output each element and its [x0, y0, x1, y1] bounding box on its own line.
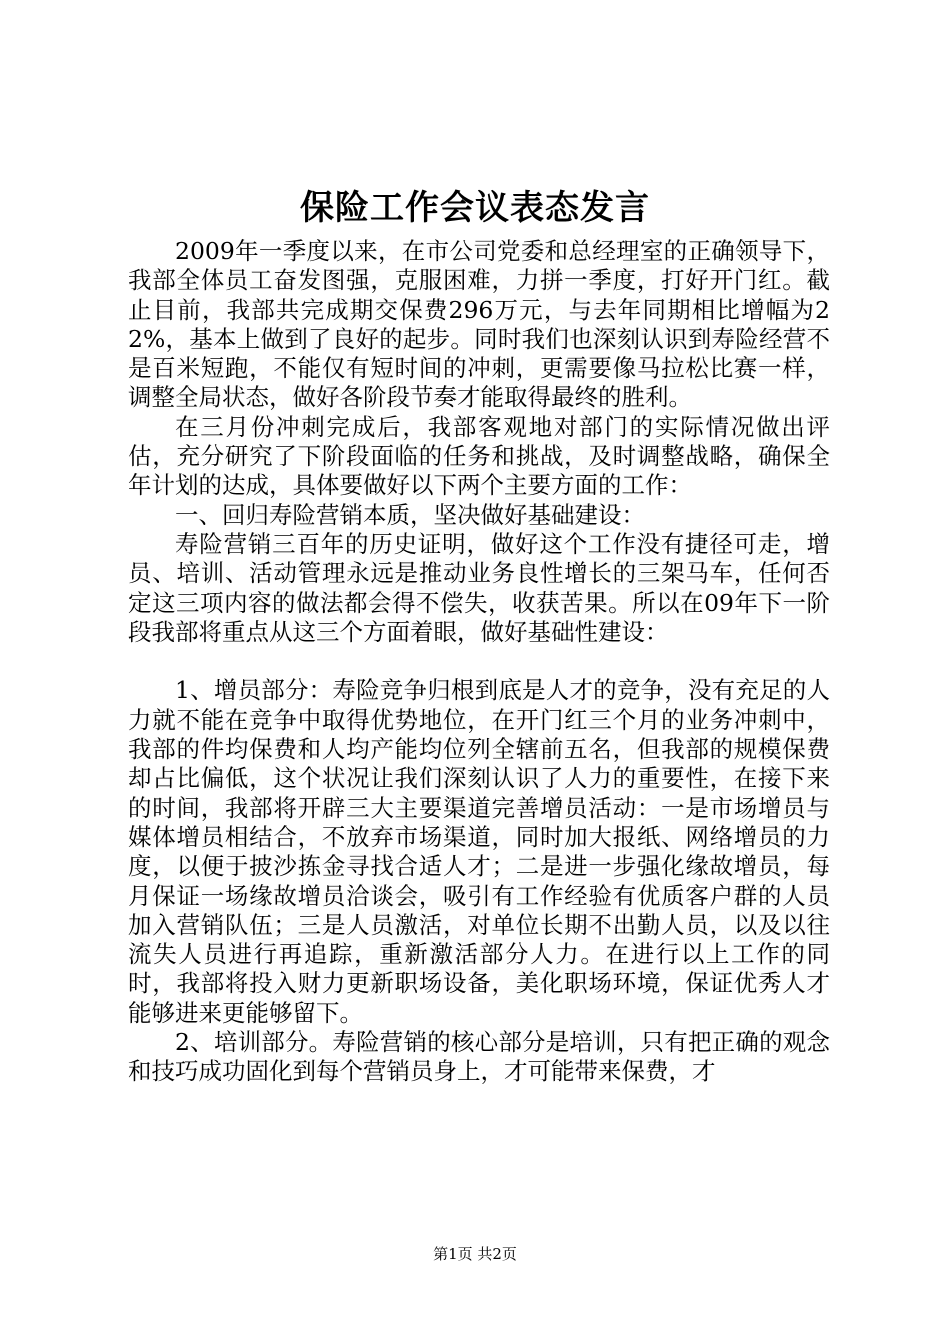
document-title: 保险工作会议表态发言 — [300, 188, 650, 228]
page-footer: 第1页 共2页 — [433, 1245, 517, 1263]
section-heading: 一、回归寿险营销本质，坚决做好基础建设： — [175, 500, 645, 529]
paragraph: 2009年一季度以来，在市公司党委和总经理室的正确领导下，我部全体员工奋发图强，克服困难，力拼一季度，打好开门红。截止目前，我部共完成期交保费296万元，与去年同期相比增幅为22%，基本上做到了良好的起步。同时我们也深刻认识到寿险经营不是百米短跑，不能仅有短时间的冲刺，更需要像马拉松比赛一样，调整全局状态，做好各阶段节奏才能取得最终的胜利。 — [128, 237, 830, 412]
document-body — [128, 237, 830, 1087]
paragraph: 寿险营销三百年的历史证明，做好这个工作没有捷径可走，增员、培训、活动管理永远是推动业务良性增长的三架马车，任何否定这三项内容的做法都会得不偿失，收获苦果。所以在09年下一阶段我部将重点从这三个方面着眼，做好基础性建设： — [128, 529, 830, 646]
paragraph: 2、培训部分。寿险营销的核心部分是培训，只有把正确的观念和技巧成功固化到每个营销员身上，才可能带来保费，才 — [128, 1028, 830, 1086]
paragraph: 在三月份冲刺完成后，我部客观地对部门的实际情况做出评估，充分研究了下阶段面临的任务和挑战，及时调整战略，确保全年计划的达成，具体要做好以下两个主要方面的工作： — [128, 412, 830, 500]
paragraph: 1、增员部分：寿险竞争归根到底是人才的竞争，没有充足的人力就不能在竞争中取得优势地位，在开门红三个月的业务冲刺中，我部的件均保费和人均产能均位列全辖前五名，但我部的规模保费却占比偏低，这个状况让我们深刻认识了人力的重要性，在接下来的时间，我部将开辟三大主要渠道完善增员活动：一是市场增员与媒体增员相结合，不放弃市场渠道，同时加大报纸、网络增员的力度，以便于披沙拣金寻找合适人才；二是进一步强化缘故增员，每月保证一场缘故增员洽谈会，吸引有工作经验有优质客户群的人员加入营销队伍；三是人员激活，对单位长期不出勤人员，以及以往流失人员进行再追踪，重新激活部分人力。在进行以上工作的同时，我部将投入财力更新职场设备，美化职场环境，保证优秀人才能够进来更能够留下。 — [128, 676, 830, 1027]
